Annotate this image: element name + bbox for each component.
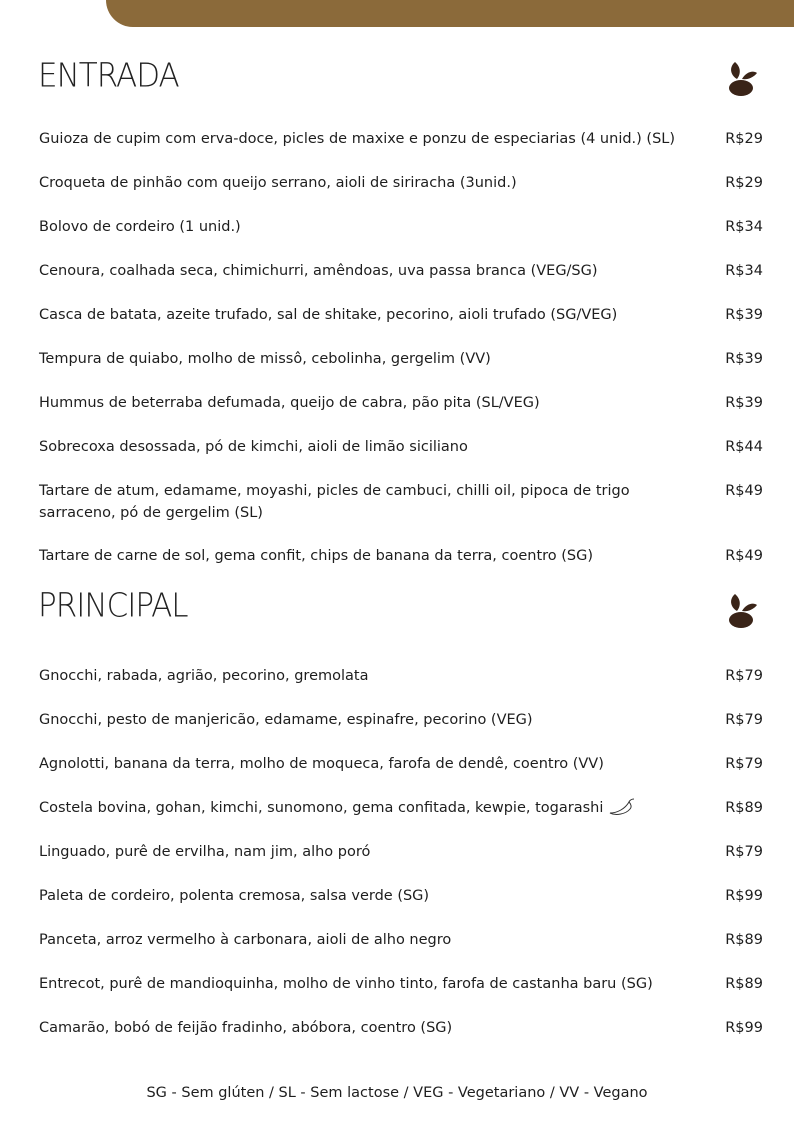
item-name: Entrecot, purê de mandioquinha, molho de vinho tinto, farofa de castanha baru (SG)	[39, 976, 653, 992]
item-name: Paleta de cordeiro, polenta cremosa, salsa verde (SG)	[39, 888, 430, 904]
item-name: Linguado, purê de ervilha, nam jim, alho poró	[39, 844, 371, 860]
item-name: Panceta, arroz vermelho à carbonara, aioli de alho negro	[39, 932, 452, 948]
item-name: Cenoura, coalhada seca, chimichurri, amêndoas, uva passa branca (VEG/SG)	[39, 263, 598, 279]
item-price: R$39	[725, 307, 763, 323]
plant-logo-icon	[724, 58, 762, 98]
item-price: R$29	[725, 131, 763, 147]
item-price: R$89	[725, 932, 763, 948]
item-name: Sobrecoxa desossada, pó de kimchi, aioli de limão siciliano	[39, 439, 468, 455]
plant-logo-icon	[724, 590, 762, 630]
item-price: R$44	[725, 439, 763, 455]
dietary-legend: SG - Sem glúten / SL - Sem lactose / VEG - Vegetariano / VV - Vegano	[146, 1085, 648, 1101]
item-name: Bolovo de cordeiro (1 unid.)	[39, 219, 241, 235]
item-name: Tartare de atum, edamame, moyashi, picles de cambuci, chilli oil, pipoca de trigo sarraceno, pó de gergelim (SL)	[39, 483, 630, 521]
item-name: Tempura de quiabo, molho de missô, cebolinha, gergelim (VV)	[39, 351, 491, 367]
item-name: Casca de batata, azeite trufado, sal de shitake, pecorino, aioli trufado (SG/VEG)	[39, 307, 618, 323]
item-price: R$29	[725, 175, 763, 191]
top-decorative-band	[106, 0, 794, 27]
item-price: R$79	[725, 668, 763, 684]
item-name: Guioza de cupim com erva-doce, picles de maxixe e ponzu de especiarias (4 unid.) (SL)	[39, 131, 676, 147]
item-price: R$99	[725, 888, 763, 904]
item-name: Gnocchi, pesto de manjericão, edamame, espinafre, pecorino (VEG)	[39, 712, 533, 728]
item-name: Agnolotti, banana da terra, molho de moqueca, farofa de dendê, coentro (VV)	[39, 756, 604, 772]
item-price: R$79	[725, 756, 763, 772]
item-name: Camarão, bobó de feijão fradinho, abóbora, coentro (SG)	[39, 1020, 453, 1036]
item-name: Tartare de carne de sol, gema confit, chips de banana da terra, coentro (SG)	[39, 548, 594, 564]
item-name: Costela bovina, gohan, kimchi, sunomono, gema confitada, kewpie, togarashi	[39, 800, 604, 816]
item-price: R$49	[725, 548, 763, 564]
item-price: R$99	[725, 1020, 763, 1036]
item-price: R$79	[725, 712, 763, 728]
item-price: R$79	[725, 844, 763, 860]
item-price: R$89	[725, 976, 763, 992]
item-price: R$39	[725, 395, 763, 411]
item-name-with-icon	[39, 797, 699, 819]
item-name: Hummus de beterraba defumada, queijo de cabra, pão pita (SL/VEG)	[39, 395, 540, 411]
section-title-entrada: ENTRADA	[38, 57, 179, 95]
item-price: R$49	[725, 483, 763, 499]
item-price: R$39	[725, 351, 763, 367]
item-name: Gnocchi, rabada, agrião, pecorino, gremolata	[39, 668, 369, 684]
item-price: R$89	[725, 800, 763, 816]
chili-pepper-icon	[607, 798, 635, 816]
item-price: R$34	[725, 263, 763, 279]
section-title-principal: PRINCIPAL	[38, 587, 188, 625]
item-price: R$34	[725, 219, 763, 235]
item-name: Croqueta de pinhão com queijo serrano, aioli de siriracha (3unid.)	[39, 175, 517, 191]
